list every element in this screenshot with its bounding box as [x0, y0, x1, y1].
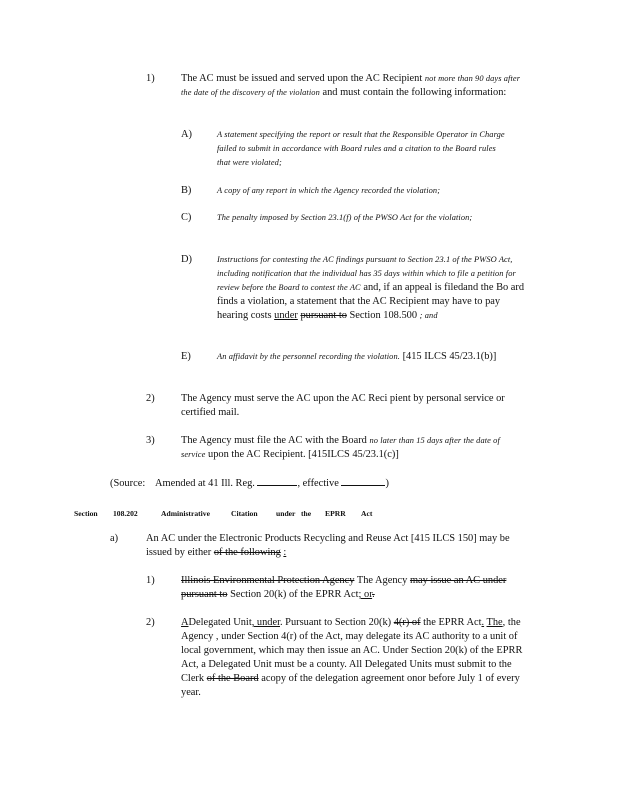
paragraph-a-2-text: ADelegated Unit, under. Pursuant to Section 20(k) 4(r) of the EPRR Act. The, the Agency , under Section 4(r) of the Act, may delegate its AC authority to a unit of local government, which may then issue an AC. Under Section 20(k) of the EPRR Act, a Delegated Unit must be a county. All Delegated Units must submit to the Clerk of the Board acopy of the delegation agreement onor before July 1 of every year.	[181, 617, 523, 698]
sub-letter: C)	[181, 212, 192, 223]
item-number: 1)	[146, 73, 155, 84]
sub-b-text: A copy of any report in which the Agency recorded the violation;	[217, 186, 441, 195]
sub-letter: A)	[181, 129, 192, 140]
sub-c-text: The penalty imposed by Section 23.1(f) of the PWSO Act for the violation;	[217, 213, 473, 222]
item-number: 2)	[146, 393, 155, 404]
paragraph-letter: a)	[110, 533, 119, 544]
paragraph-a-text: An AC under the Electronic Products Recycling and Reuse Act [415 ILCS 150] may be issued by either of the following :	[146, 533, 510, 558]
item-1-text: The AC must be issued and served upon the AC Recipient not more than 90 days after the date of the discovery of the violation and must contain the following information:	[181, 73, 521, 98]
sub-letter: B)	[181, 185, 192, 196]
item-number: 1)	[146, 575, 155, 586]
blank-line	[341, 476, 385, 486]
sub-a-text: A statement specifying the report or result that the Responsible Operator in Charge failed to submit in accordance with Board rules and a citation to the Board rules that were violated;	[217, 130, 505, 167]
section-heading: Section 108.202 Administrative Citation under the EPRR Act	[74, 509, 373, 518]
sub-letter: D)	[181, 254, 192, 265]
item-2-text: The Agency must serve the AC upon the AC Reci pient by personal service or certified mail.	[181, 393, 505, 418]
item-number: 3)	[146, 435, 155, 446]
source-note: (Source: Amended at 41 Ill. Reg. , effective )	[110, 478, 389, 489]
item-number: 2)	[146, 617, 155, 628]
sub-letter: E)	[181, 351, 191, 362]
item-3-text: The Agency must file the AC with the Board no later than 15 days after the date of service upon the AC Recipient. [415ILCS 45/23.1(c)]	[181, 435, 500, 460]
sub-e-text: An affidavit by the personnel recording the violation. [415 ILCS 45/23.1(b)]	[217, 351, 497, 362]
paragraph-a-1-text: Illinois Environmental Protection Agency The Agency may issue an AC under pursuant to Section 20(k) of the EPRR Act; or.	[181, 575, 507, 600]
blank-line	[257, 476, 297, 486]
sub-d-text: Instructions for contesting the AC findings pursuant to Section 23.1 of the PWSO Act, including notification that the individual has 35 days within which to file a petition for review before the Board to contest the AC and, if an appeal is filedand the Bo ard finds a violation, a statement that the AC Recipient may have to pay hearing costs under pursuant to Section 108.500 ; and	[217, 255, 525, 321]
